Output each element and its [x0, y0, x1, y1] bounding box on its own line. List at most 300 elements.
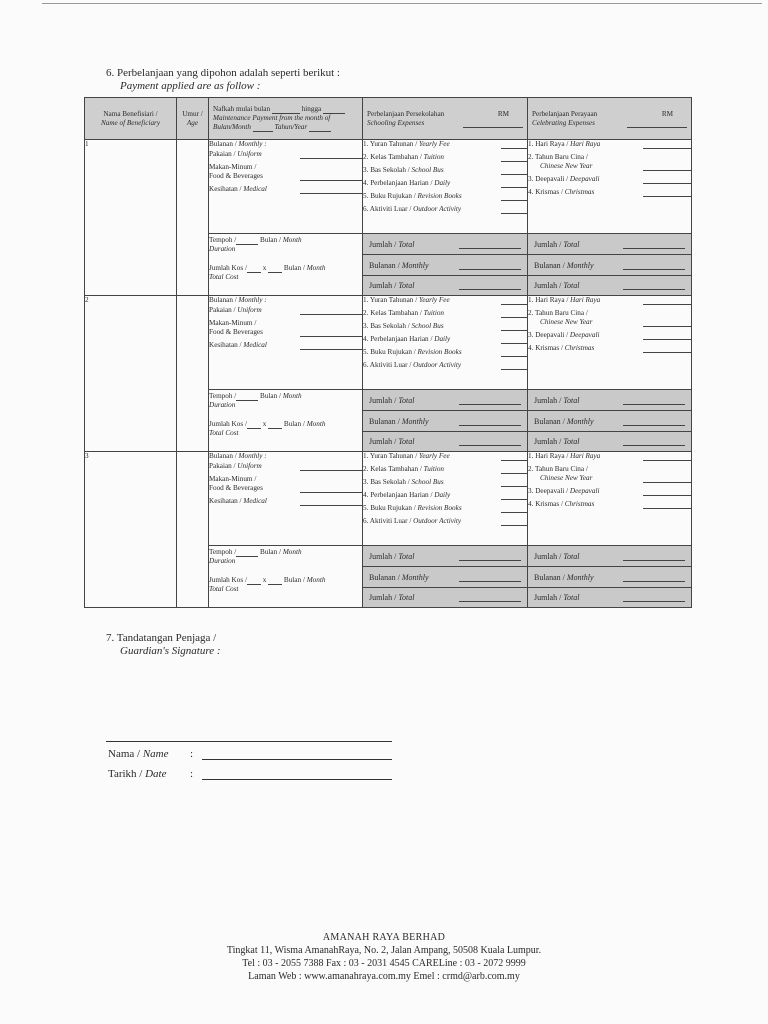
schooling-item-ms: 4. Perbelanjaan Harian / [363, 179, 435, 187]
schooling-amount-blank[interactable] [501, 335, 527, 344]
schooling-grand-total-en: Total [398, 281, 415, 290]
schooling-total-en: Total [398, 239, 415, 249]
celebrating-amount-blank[interactable] [643, 188, 691, 197]
section-6-heading [106, 67, 340, 93]
header-schooling-en: Schooling Expenses [367, 118, 425, 127]
duration-bulan: Bulan / [260, 548, 283, 556]
celebrating-amount-blank[interactable] [643, 318, 691, 327]
schooling-item-ms: 2. Kelas Tambahan / [363, 309, 424, 317]
celebrating-total-blank[interactable] [623, 396, 685, 405]
schooling-grand-total-en: Total [398, 593, 415, 602]
schooling-item-ms: 6. Aktiviti Luar / [363, 361, 414, 369]
schooling-item [363, 452, 527, 461]
maint-medical-ms: Kesihatan / [209, 341, 244, 349]
date-label-ms: Tarikh / [108, 768, 146, 780]
beneficiary-row [85, 452, 692, 546]
celebrating-item-ms: 1. Hari Raya / [528, 296, 571, 304]
schooling-grand-total-cell [363, 432, 528, 452]
celebrating-item-ms: 2. Tahun Baru Cina / [528, 153, 588, 161]
celebrating-amount-blank[interactable] [643, 140, 691, 149]
schooling-item-en: Tuition [423, 465, 445, 473]
schooling-item [363, 517, 527, 526]
schooling-grand-total-ms: Jumlah / [369, 437, 399, 446]
celebrating-total-en: Total [563, 395, 580, 405]
celebrating-grand-total-en: Total [563, 437, 580, 446]
maint-medical-ms: Kesihatan / [209, 497, 244, 505]
total-cost-months-blank[interactable] [268, 420, 282, 429]
schooling-item [363, 504, 527, 513]
schooling-amount-blank[interactable] [501, 140, 527, 149]
total-cost-bulan: Bulan / [283, 264, 307, 272]
schooling-amount-blank[interactable] [501, 322, 527, 331]
celebrating-item-ms: 4. Krismas / [528, 188, 565, 196]
signature-line[interactable] [106, 741, 392, 742]
schooling-total-blank[interactable] [459, 552, 521, 561]
celebrating-item-en: Deepavali [569, 487, 600, 495]
schooling-item-en: Yearly Fee [419, 452, 450, 460]
maint-monthly-en: Monthly : [238, 452, 267, 460]
celebrating-amount-blank[interactable] [643, 487, 691, 496]
header-celebrating [528, 98, 692, 140]
schooling-item [363, 335, 527, 344]
header-year-label: Tahun/Year [274, 123, 308, 131]
schooling-monthly-cell [363, 255, 528, 276]
schooling-item [363, 322, 527, 331]
celebrating-monthly-blank[interactable] [623, 261, 685, 270]
name-field-row [108, 748, 392, 760]
celebrating-item [528, 500, 691, 509]
total-cost-month-en: Month [306, 264, 326, 272]
duration-label-ms: Tempoh / [209, 548, 237, 556]
schooling-total-cell [363, 234, 528, 255]
celebrating-grand-total-ms: Jumlah / [534, 593, 564, 602]
schooling-item-en: Daily [434, 335, 451, 343]
celebrating-amount-blank[interactable] [643, 175, 691, 184]
schooling-amount-blank[interactable] [501, 179, 527, 188]
maint-monthly-en: Monthly : [238, 140, 267, 148]
maint-uniform-en: Uniform [237, 150, 262, 158]
header-beneficiary [85, 98, 177, 140]
uniform-amount-blank[interactable] [300, 462, 362, 471]
schooling-item [363, 491, 527, 500]
schooling-monthly-en: Monthly [401, 260, 429, 270]
schooling-monthly-cell [363, 411, 528, 432]
year-blank[interactable] [309, 123, 331, 132]
schooling-amount-blank[interactable] [501, 166, 527, 175]
total-cost-month-en: Month [306, 420, 326, 428]
header-age-en: Age [186, 118, 199, 127]
name-colon: : [190, 748, 194, 760]
medical-amount-blank[interactable] [300, 185, 362, 194]
celebrating-cell [528, 140, 692, 234]
total-cost-en: Total Cost [209, 429, 239, 437]
schooling-item-en: Yearly Fee [419, 296, 450, 304]
multiply-sign: x [262, 420, 267, 428]
header-age-ms: Umur / [182, 109, 203, 118]
celebrating-item-ms: 3. Deepavali / [528, 487, 570, 495]
celebrating-monthly-en: Monthly [566, 572, 594, 582]
total-cost-amount-blank[interactable] [247, 576, 261, 585]
schooling-item [363, 140, 527, 149]
maint-food-ms: Makan-Minum / [209, 475, 257, 483]
celebrating-monthly-ms: Bulanan / [534, 260, 567, 270]
celebrating-item [528, 344, 691, 353]
schooling-amount-blank[interactable] [501, 504, 527, 513]
schooling-total-cell [363, 390, 528, 411]
schooling-item [363, 465, 527, 474]
maint-food-ms: Makan-Minum / [209, 163, 257, 171]
total-cost-ms: Jumlah Kos / [209, 576, 247, 584]
celebrating-total-ms: Jumlah / [534, 395, 564, 405]
beneficiary-number: 2 [85, 296, 89, 304]
schooling-item [363, 309, 527, 318]
schooling-item-ms: 1. Yuran Tahunan / [363, 452, 419, 460]
duration-month-en: Month [282, 392, 302, 400]
schooling-amount-blank[interactable] [501, 361, 527, 370]
maint-food-en: Food & Beverages [209, 484, 263, 492]
date-input-line[interactable] [202, 769, 392, 780]
name-label-ms: Nama / [108, 748, 143, 760]
header-maintenance [209, 98, 363, 140]
celebrating-amount-blank[interactable] [643, 500, 691, 509]
name-input-line[interactable] [202, 749, 392, 760]
schooling-total-ms: Jumlah / [369, 395, 399, 405]
celebrating-item-en: Hari Raya [570, 452, 601, 460]
schooling-item-en: Outdoor Activity [413, 361, 462, 369]
total-cost-bulan: Bulan / [283, 576, 307, 584]
total-cost-ms: Jumlah Kos / [209, 264, 247, 272]
schooling-item-ms: 6. Aktiviti Luar / [363, 205, 414, 213]
celebrating-item [528, 465, 691, 483]
beneficiary-age-cell[interactable] [177, 296, 209, 452]
schooling-grand-total-ms: Jumlah / [369, 281, 399, 290]
celebrating-monthly-en: Monthly [566, 260, 594, 270]
schooling-grand-total-ms: Jumlah / [369, 593, 399, 602]
schooling-grand-total-blank[interactable] [459, 437, 521, 446]
celebrating-grand-total-cell [528, 588, 692, 608]
schooling-item-en: Revision Books [417, 504, 462, 512]
schooling-amount-blank[interactable] [501, 205, 527, 214]
schooling-amount-blank[interactable] [501, 517, 527, 526]
maint-uniform-en: Uniform [237, 306, 262, 314]
schooling-grand-total-blank[interactable] [459, 281, 521, 290]
duration-en: Duration [209, 557, 236, 565]
schooling-amount-blank[interactable] [501, 348, 527, 357]
total-cost-months-blank[interactable] [268, 576, 282, 585]
schooling-amount-blank[interactable] [501, 452, 527, 461]
celebrating-amount-blank[interactable] [643, 296, 691, 305]
celebrating-rm-blank[interactable] [627, 119, 687, 128]
maint-food-en: Food & Beverages [209, 328, 263, 336]
schooling-item [363, 348, 527, 357]
header-maint-until: hingga [301, 105, 322, 113]
celebrating-total-ms: Jumlah / [534, 551, 564, 561]
schooling-item-en: Tuition [423, 153, 445, 161]
duration-label-ms: Tempoh / [209, 392, 237, 400]
celebrating-item-en: Deepavali [569, 331, 600, 339]
schooling-total-blank[interactable] [459, 240, 521, 249]
celebrating-item-ms: 4. Krismas / [528, 500, 565, 508]
section-7-heading [106, 632, 221, 658]
schooling-monthly-blank[interactable] [459, 261, 521, 270]
celebrating-total-en: Total [563, 551, 580, 561]
maint-uniform-ms: Pakaian / [209, 462, 238, 470]
celebrating-item-en: Christmas [564, 188, 595, 196]
duration-blank[interactable] [236, 236, 258, 245]
celebrating-monthly-cell [528, 411, 692, 432]
schooling-monthly-blank[interactable] [459, 417, 521, 426]
total-cost-en: Total Cost [209, 585, 239, 593]
schooling-item [363, 179, 527, 188]
celebrating-total-en: Total [563, 239, 580, 249]
schooling-item-en: School Bus [411, 478, 444, 486]
celebrating-amount-blank[interactable] [643, 331, 691, 340]
duration-bulan: Bulan / [260, 236, 283, 244]
celebrating-total-cell [528, 546, 692, 567]
maint-monthly-ms: Bulanan / [209, 296, 239, 304]
maint-medical-ms: Kesihatan / [209, 185, 244, 193]
until-blank[interactable] [323, 105, 345, 114]
celebrating-total-cell [528, 390, 692, 411]
beneficiary-name-cell[interactable] [85, 140, 177, 296]
header-schooling-ms: Perbelanjaan Persekolahan [367, 109, 445, 118]
duration-bulan: Bulan / [260, 392, 283, 400]
celebrating-cell [528, 452, 692, 546]
schooling-item-ms: 3. Bas Sekolah / [363, 322, 412, 330]
maint-monthly-ms: Bulanan / [209, 140, 239, 148]
schooling-item-en: Outdoor Activity [413, 517, 462, 525]
schooling-item [363, 361, 527, 370]
duration-month-en: Month [282, 236, 302, 244]
schooling-item-ms: 5. Buku Rujukan / [363, 504, 418, 512]
celebrating-item [528, 140, 691, 149]
celebrating-item [528, 452, 691, 461]
schooling-amount-blank[interactable] [501, 465, 527, 474]
schooling-item-ms: 5. Buku Rujukan / [363, 192, 418, 200]
date-field-row [108, 768, 392, 780]
celebrating-grand-total-cell [528, 276, 692, 296]
total-cost-ms: Jumlah Kos / [209, 420, 247, 428]
duration-month-en: Month [282, 548, 302, 556]
schooling-item-en: Revision Books [417, 192, 462, 200]
schooling-amount-blank[interactable] [501, 192, 527, 201]
duration-blank[interactable] [236, 548, 258, 557]
maint-food-en: Food & Beverages [209, 172, 263, 180]
schooling-item-en: School Bus [411, 322, 444, 330]
multiply-sign: x [262, 576, 267, 584]
schooling-grand-total-cell [363, 588, 528, 608]
schooling-item [363, 153, 527, 162]
schooling-monthly-ms: Bulanan / [369, 572, 402, 582]
schooling-item-en: Tuition [423, 309, 445, 317]
food-amount-blank[interactable] [300, 172, 362, 181]
schooling-grand-total-en: Total [398, 437, 415, 446]
celebrating-grand-total-blank[interactable] [623, 437, 685, 446]
celebrating-item-en: Hari Raya [570, 296, 601, 304]
celebrating-item-ms: 1. Hari Raya / [528, 140, 571, 148]
celebrating-item-ms: 2. Tahun Baru Cina / [528, 465, 588, 473]
beneficiary-name-cell[interactable] [85, 452, 177, 608]
schooling-item-en: Daily [434, 491, 451, 499]
schooling-item-ms: 1. Yuran Tahunan / [363, 140, 419, 148]
duration-blank[interactable] [236, 392, 258, 401]
schooling-item-ms: 6. Aktiviti Luar / [363, 517, 414, 525]
schooling-item-ms: 3. Bas Sekolah / [363, 166, 412, 174]
total-cost-amount-blank[interactable] [247, 264, 261, 273]
beneficiary-number: 3 [85, 452, 89, 460]
celebrating-item [528, 487, 691, 496]
header-beneficiary-en: Name of Beneficiary [100, 118, 161, 127]
footer-contact: Tel : 03 - 2055 7388 Fax : 03 - 2031 4545 CARELine : 03 - 2072 9999 [242, 958, 526, 969]
celebrating-item [528, 188, 691, 197]
food-amount-blank[interactable] [300, 328, 362, 337]
duration-label-ms: Tempoh / [209, 236, 237, 244]
duration-en: Duration [209, 245, 236, 253]
schooling-cell [363, 140, 528, 234]
celebrating-monthly-cell [528, 567, 692, 588]
celebrating-total-cell [528, 234, 692, 255]
duration-cell [209, 234, 363, 296]
section-6-subtitle: Payment applied are as follow : [120, 80, 261, 92]
celebrating-monthly-blank[interactable] [623, 573, 685, 582]
celebrating-grand-total-en: Total [563, 593, 580, 602]
beneficiary-age-cell[interactable] [177, 452, 209, 608]
celebrating-monthly-en: Monthly [566, 416, 594, 426]
maint-medical-en: Medical [243, 497, 267, 505]
month-blank[interactable] [253, 123, 273, 132]
food-amount-blank[interactable] [300, 484, 362, 493]
schooling-total-blank[interactable] [459, 396, 521, 405]
celebrating-item-ms: 4. Krismas / [528, 344, 565, 352]
maintenance-cell [209, 140, 363, 234]
schooling-monthly-blank[interactable] [459, 573, 521, 582]
date-label-en: Date [145, 768, 167, 780]
celebrating-item [528, 153, 691, 171]
medical-amount-blank[interactable] [300, 497, 362, 506]
total-cost-month-en: Month [306, 576, 326, 584]
celebrating-monthly-blank[interactable] [623, 417, 685, 426]
schooling-item-ms: 5. Buku Rujukan / [363, 348, 418, 356]
maint-medical-en: Medical [243, 185, 267, 193]
schooling-monthly-ms: Bulanan / [369, 260, 402, 270]
header-month-label: Bulan/Month [213, 123, 251, 131]
schooling-grand-total-blank[interactable] [459, 593, 521, 602]
beneficiary-name-cell[interactable] [85, 296, 177, 452]
schooling-amount-blank[interactable] [501, 478, 527, 487]
from-month-blank[interactable] [272, 105, 300, 114]
schooling-item-ms: 4. Perbelanjaan Harian / [363, 491, 435, 499]
celebrating-item-en: Christmas [564, 344, 595, 352]
header-schooling [363, 98, 528, 140]
beneficiary-row [85, 140, 692, 234]
celebrating-amount-blank[interactable] [643, 162, 691, 171]
uniform-amount-blank[interactable] [300, 306, 362, 315]
schooling-rm-blank[interactable] [463, 119, 523, 128]
total-cost-amount-blank[interactable] [247, 420, 261, 429]
celebrating-item-en: Christmas [564, 500, 595, 508]
schooling-item-ms: 2. Kelas Tambahan / [363, 465, 424, 473]
schooling-item [363, 296, 527, 305]
section-7-title: 7. Tandatangan Penjaga / [106, 632, 217, 644]
beneficiary-row [85, 296, 692, 390]
maint-uniform-ms: Pakaian / [209, 150, 238, 158]
footer-org: AMANAH RAYA BERHAD [322, 932, 446, 943]
celebrating-grand-total-blank[interactable] [623, 281, 685, 290]
schooling-item-en: School Bus [411, 166, 444, 174]
schooling-total-en: Total [398, 395, 415, 405]
maintenance-cell [209, 296, 363, 390]
celebrating-item-line2: Chinese New Year [540, 162, 593, 170]
celebrating-item-en: Hari Raya [570, 140, 601, 148]
celebrating-amount-blank[interactable] [643, 344, 691, 353]
schooling-amount-blank[interactable] [501, 296, 527, 305]
footer-web: Laman Web : www.amanahraya.com.my Emel : crmd@arb.com.my [248, 971, 520, 982]
schooling-item-en: Daily [434, 179, 451, 187]
medical-amount-blank[interactable] [300, 341, 362, 350]
duration-cell [209, 390, 363, 452]
celebrating-monthly-ms: Bulanan / [534, 572, 567, 582]
celebrating-item-ms: 2. Tahun Baru Cina / [528, 309, 588, 317]
schooling-monthly-en: Monthly [401, 572, 429, 582]
celebrating-item-line2: Chinese New Year [540, 318, 593, 326]
maint-medical-en: Medical [243, 341, 267, 349]
uniform-amount-blank[interactable] [300, 150, 362, 159]
celebrating-amount-blank[interactable] [643, 452, 691, 461]
schooling-item-ms: 3. Bas Sekolah / [363, 478, 412, 486]
celebrating-cell [528, 296, 692, 390]
schooling-total-ms: Jumlah / [369, 551, 399, 561]
celebrating-grand-total-ms: Jumlah / [534, 437, 564, 446]
total-cost-bulan: Bulan / [283, 420, 307, 428]
celebrating-amount-blank[interactable] [643, 474, 691, 483]
maint-uniform-ms: Pakaian / [209, 306, 238, 314]
celebrating-total-blank[interactable] [623, 552, 685, 561]
celebrating-item [528, 309, 691, 327]
schooling-amount-blank[interactable] [501, 491, 527, 500]
schooling-item-en: Outdoor Activity [413, 205, 462, 213]
section-7-subtitle: Guardian's Signature : [120, 645, 221, 657]
celebrating-item-ms: 3. Deepavali / [528, 331, 570, 339]
total-cost-months-blank[interactable] [268, 264, 282, 273]
celebrating-total-blank[interactable] [623, 240, 685, 249]
schooling-cell [363, 296, 528, 390]
schooling-amount-blank[interactable] [501, 309, 527, 318]
celebrating-item [528, 331, 691, 340]
header-maint-from: Nafkah mulai bulan [213, 105, 271, 113]
expenses-table [84, 97, 692, 608]
maint-monthly-en: Monthly : [238, 296, 267, 304]
schooling-total-ms: Jumlah / [369, 239, 399, 249]
celebrating-monthly-cell [528, 255, 692, 276]
date-colon: : [190, 768, 194, 780]
schooling-monthly-en: Monthly [401, 416, 429, 426]
schooling-total-cell [363, 546, 528, 567]
top-border-line [42, 3, 762, 4]
celebrating-grand-total-blank[interactable] [623, 593, 685, 602]
schooling-item [363, 478, 527, 487]
section-6-title: 6. Perbelanjaan yang dipohon adalah seperti berikut : [106, 67, 340, 79]
beneficiary-number: 1 [85, 140, 89, 148]
schooling-item-ms: 2. Kelas Tambahan / [363, 153, 424, 161]
total-cost-en: Total Cost [209, 273, 239, 281]
celebrating-item [528, 296, 691, 305]
schooling-item [363, 192, 527, 201]
celebrating-grand-total-ms: Jumlah / [534, 281, 564, 290]
schooling-monthly-cell [363, 567, 528, 588]
maint-food-ms: Makan-Minum / [209, 319, 257, 327]
beneficiary-age-cell[interactable] [177, 140, 209, 296]
schooling-amount-blank[interactable] [501, 153, 527, 162]
